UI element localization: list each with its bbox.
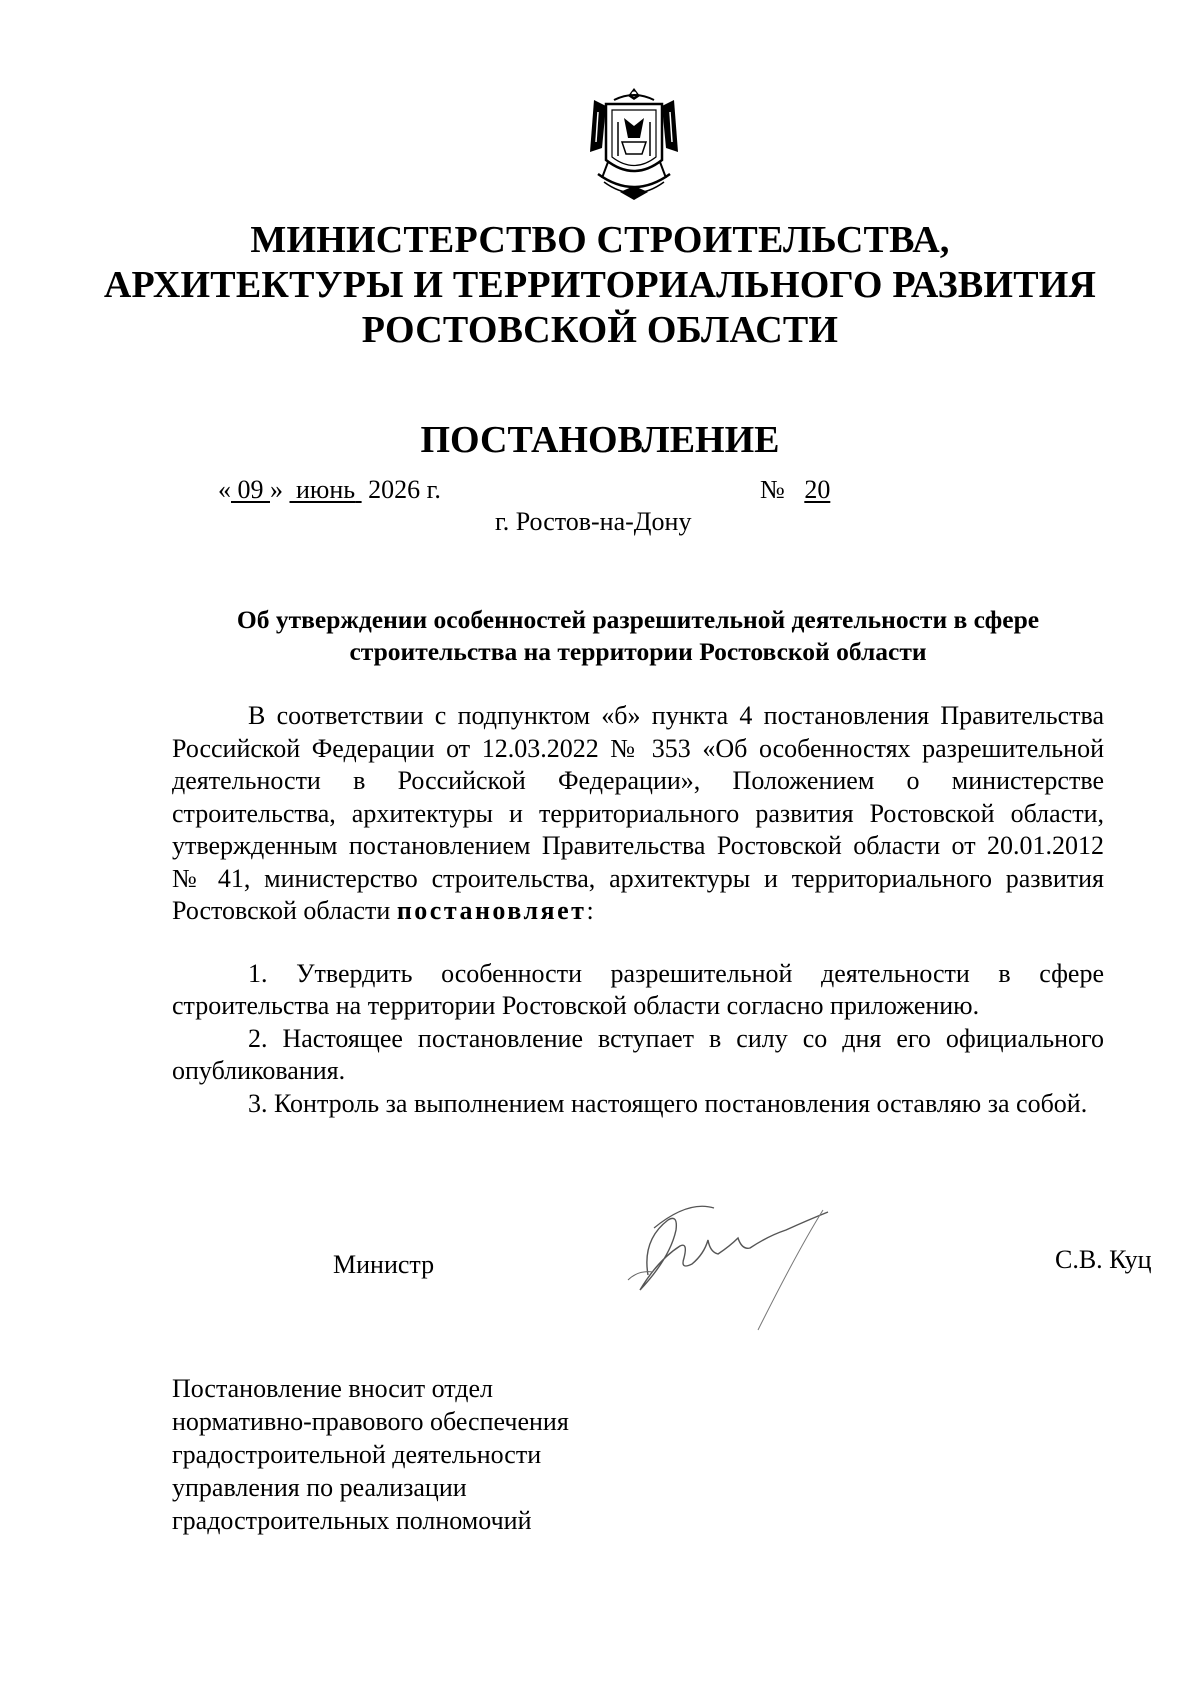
document-number <box>760 475 830 505</box>
number-value: 20 <box>804 475 831 504</box>
signatory-name: С.В. Куц <box>1055 1245 1152 1274</box>
document-date <box>218 475 441 505</box>
decree-word: постановляет <box>396 896 587 925</box>
document-city: г. Ростов-на-Дону <box>495 507 692 536</box>
number-sign: № <box>760 475 785 504</box>
document-subject <box>172 604 1104 668</box>
decree-item: 3. Контроль за выполнением настоящего постановления оставляю за собой. <box>248 1088 1088 1118</box>
footer-line: управления по реализации <box>172 1473 467 1502</box>
decree-item: 2. Настоящее постановление вступает в силу со дня его официального опубликования. <box>172 1023 1104 1085</box>
ministry-name-line: РОСТОВСКОЙ ОБЛАСТИ <box>361 309 839 351</box>
ministry-name-line: АРХИТЕКТУРЫ И ТЕРРИТОРИАЛЬНОГО РАЗВИТИЯ <box>103 264 1097 306</box>
ministry-name-line: МИНИСТЕРСТВО СТРОИТЕЛЬСТВА, <box>250 219 950 261</box>
date-day: 09 <box>237 475 264 504</box>
signatory-role: Министр <box>333 1250 435 1279</box>
date-year: 2026 г. <box>368 475 441 504</box>
document-title: ПОСТАНОВЛЕНИЕ <box>420 419 780 461</box>
decree-item: 1. Утвердить особенности разрешительной деятельности в сфере строительства на территории Ростовской области согласно приложению. <box>172 958 1104 1020</box>
date-month: июнь <box>296 475 356 504</box>
footer-line: нормативно-правового обеспечения <box>172 1407 569 1436</box>
subject-line: строительства на территории Ростовской области <box>349 637 927 666</box>
date-open-quote: « <box>218 475 231 504</box>
ministry-name <box>100 218 1100 353</box>
preamble-paragraph: В соответствии с подпунктом «б» пункта 4 постановления Правительства Российской Федерации от 12.03.2022 № 353 «Об особенностях разрешительной деятельности в Российской Федерации», Положением о министерстве строительства, архитектуры и территориального развития Ростовской области, утвержденным постановлением Правительства Ростовской области от 20.01.2012 № 41, министерство строительства, архитектуры и территориального развития Ростовской области постановляет: <box>172 701 1104 925</box>
footer-line: Постановление вносит отдел <box>172 1374 493 1403</box>
subject-line: Об утверждении особенностей разрешительной деятельности в сфере <box>236 605 1040 634</box>
date-close-quote: » <box>270 475 283 504</box>
footer-line: градостроительных полномочий <box>172 1506 532 1535</box>
document-body <box>172 700 1104 1120</box>
footer-line: градостроительной деятельности <box>172 1440 542 1469</box>
coat-of-arms-icon <box>584 82 684 208</box>
handwritten-signature <box>618 1180 908 1350</box>
document-footer <box>172 1372 569 1537</box>
